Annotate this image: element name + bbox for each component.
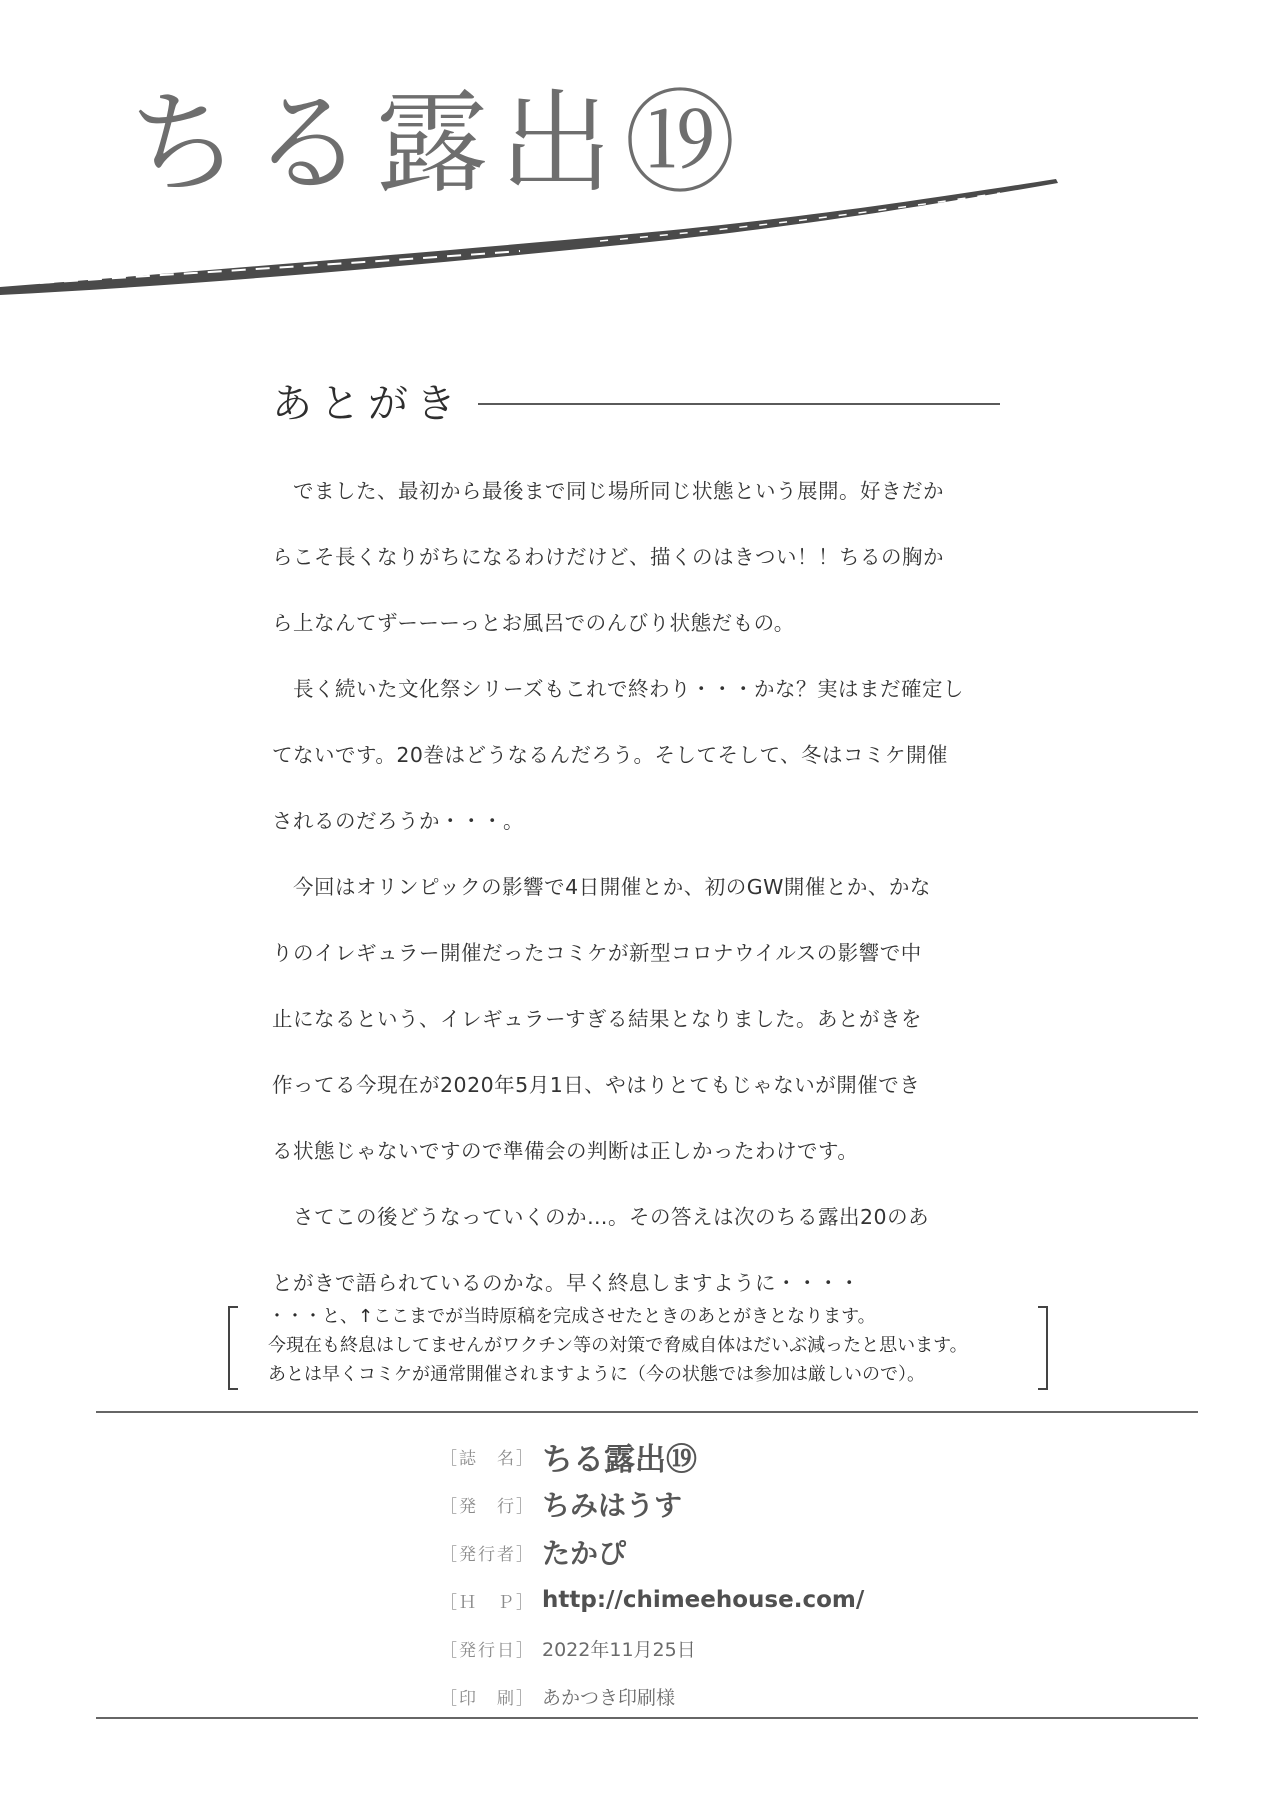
afterword-line: さてこの後どうなっていくのか…。その答えは次のちる露出20のあ [272, 1205, 930, 1229]
afterword-line: てないです。20巻はどうなるんだろう。そしてそして、冬はコミケ開催 [272, 743, 949, 767]
afterword-heading-rule [478, 403, 1000, 405]
afterword-line: されるのだろうか・・・。 [272, 809, 524, 833]
colophon-print-value: あかつき印刷様 [542, 1686, 676, 1709]
afterword-line: りのイレギュラー開催だったコミケが新型コロナウイルスの影響で中 [272, 941, 922, 965]
colophon-hp-label: ［Ｈ Ｐ］ [440, 1592, 535, 1613]
afterword-line: 今回はオリンピックの影響で4日開催とか、初のGW開催とか、かな [272, 875, 931, 899]
colophon [440, 1432, 864, 1720]
afterword-line: 止になるという、イレギュラーすぎる結果となりました。あとがきを [272, 1007, 922, 1031]
afterword-line: ら上なんてずーーーっとお風呂でのんびり状態だもの。 [272, 611, 795, 635]
afterword-line: る状態じゃないですので準備会の判断は正しかったわけです。 [272, 1139, 859, 1163]
postscript-lines [268, 1302, 968, 1389]
colophon-date-value: 2022年11月25日 [542, 1638, 696, 1661]
colophon-issuer-label: ［発行者］ [440, 1544, 535, 1565]
colophon-row-title [440, 1432, 864, 1480]
colophon-bottom-divider [96, 1717, 1198, 1719]
colophon-issuer-value: たかぴ [542, 1537, 627, 1570]
afterword-heading-label: あとがき [272, 381, 464, 427]
colophon-row-hp [440, 1576, 864, 1624]
afterword-line: 長く続いた文化祭シリーズもこれで終わり・・・かな？実はまだ確定し [272, 677, 964, 701]
colophon-print-label: ［印 刷］ [440, 1688, 535, 1709]
colophon-row-publisher [440, 1480, 864, 1528]
postscript-line: 今現在も終息はしてませんがワクチン等の対策で脅威自体はだいぶ減ったと思います。 [268, 1335, 968, 1356]
colophon-publisher-value: ちみはうす [542, 1489, 683, 1522]
left-bracket [228, 1306, 238, 1390]
brush-stroke-decoration [0, 175, 1060, 295]
afterword-heading [272, 372, 1000, 429]
colophon-row-date [440, 1624, 864, 1672]
afterword-line: とがきで語られているのかな。早く終息しますように・・・・ [272, 1271, 860, 1295]
colophon-hp-link[interactable]: http://chimeehouse.com/ [542, 1587, 865, 1613]
colophon-row-issuer [440, 1528, 864, 1576]
colophon-row-print [440, 1672, 864, 1720]
postscript-note [228, 1306, 1048, 1388]
colophon-date-label: ［発行日］ [440, 1640, 535, 1661]
postscript-line: ・・・と、↑ここまでが当時原稿を完成させたときのあとがきとなります。 [268, 1306, 876, 1327]
right-bracket [1038, 1306, 1048, 1390]
afterword-line: 作ってる今現在が2020年5月1日、やはりとてもじゃないが開催でき [272, 1073, 921, 1097]
afterword-line: らこそ長くなりがちになるわけだけど、描くのはきつい！！ちるの胸か [272, 545, 944, 569]
postscript-line: あとは早くコミケが通常開催されますように（今の状態では参加は厳しいので）。 [268, 1364, 925, 1385]
page-title: ちる露出⑲ [128, 79, 748, 209]
colophon-title-label: ［誌 名］ [440, 1448, 535, 1469]
afterword-line: でました、最初から最後まで同じ場所同じ状態という展開。好きだか [272, 479, 944, 503]
colophon-title-value: ちる露出⑲ [542, 1441, 697, 1478]
afterword-body [272, 458, 1012, 1316]
colophon-publisher-label: ［発 行］ [440, 1496, 535, 1517]
colophon-top-divider [96, 1411, 1198, 1413]
